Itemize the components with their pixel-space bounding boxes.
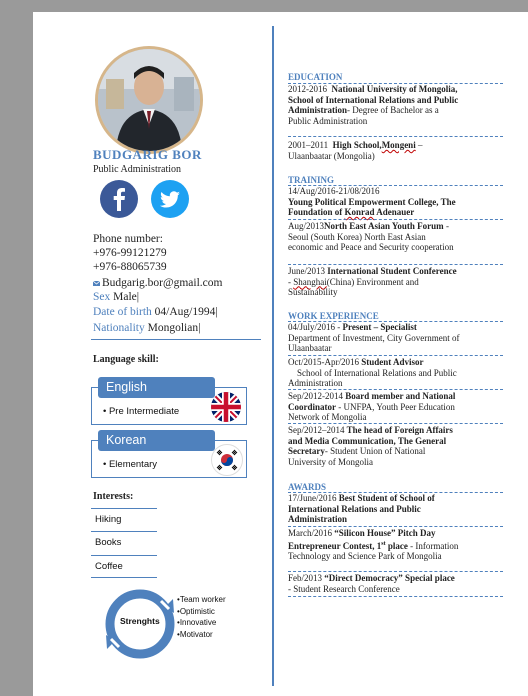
column-divider (272, 26, 274, 686)
dob-value: 04/Aug/1994 (154, 306, 216, 318)
korea-flag-icon (211, 444, 243, 476)
interest-line-2 (91, 531, 157, 532)
phone-label: Phone number: (93, 233, 163, 245)
work-entry-4: Sep/2012–2014 The head of Foreign Affairs and Media Communication, The General Secretary- Student Union of National University of Mongolia (288, 425, 453, 467)
twitter-icon[interactable] (151, 180, 189, 218)
interest-line-1 (91, 508, 157, 509)
interest-line-4 (91, 577, 157, 578)
training-entry-3: June/2013 International Student Conference - Shanghai(China) Environment and Sustainability (288, 266, 457, 298)
education-divider-2 (288, 136, 503, 137)
work-divider-2 (288, 355, 503, 356)
awards-heading: AWARDS (288, 482, 327, 492)
strengths-list (177, 594, 226, 640)
work-divider-3 (288, 389, 503, 390)
dob-row: Date of birth 04/Aug/1994| (93, 306, 218, 318)
work-divider-4 (288, 423, 503, 424)
strength-item: •Motivator (177, 629, 213, 639)
education-entry-2: 2001–2011 High School,Mongeni – Ulaanbaatar (Mongolia) (288, 140, 423, 161)
language-name-english: English (98, 377, 215, 398)
awards-divider-3 (288, 571, 503, 572)
work-entry-2: Oct/2015-Apr/2016 Student Advisor School of International Relations and Public Administration (288, 357, 457, 389)
strengths-label: Strenghts (120, 616, 160, 626)
facebook-icon[interactable] (100, 180, 138, 218)
language-level-korean: • Elementary (103, 459, 158, 470)
language-heading: Language skill: (93, 354, 159, 365)
sex-label: Sex (93, 291, 111, 303)
strength-item: •Optimistic (177, 606, 215, 616)
awards-divider-2 (288, 526, 503, 527)
training-entry-2: Aug/2013North East Asian Youth Forum - Seoul (South Korea) North East Asian economic and Peace and Security cooperation (288, 221, 454, 253)
resume-page (33, 12, 528, 696)
interest-item-hiking: Hiking (95, 514, 122, 525)
profile-photo (95, 46, 203, 154)
phone-2: +976-88065739 (93, 261, 167, 273)
nationality-value: Mongolian (147, 322, 199, 334)
email-row[interactable] (93, 276, 222, 291)
profile-title: Public Administration (93, 164, 182, 175)
work-entry-1: 04/July/2016 - Present – Specialist Department of Investment, City Government of Ulaanbaatar (288, 322, 460, 354)
nationality-row: Nationality Mongolian| (93, 322, 201, 334)
interest-item-books: Books (95, 537, 122, 548)
training-divider-3 (288, 264, 503, 265)
strength-item: •Innovative (177, 618, 217, 627)
phone-1: +976-99121279 (93, 247, 167, 259)
dob-label: Date of birth (93, 306, 152, 318)
profile-name: BUDGARIG BOR (93, 147, 202, 162)
training-entry-1: 14/Aug/2016-21/08/2016 Young Political Empowerment College, The Foundation of Konrad Adenauer (288, 186, 456, 218)
interests-heading: Interests: (93, 491, 134, 502)
awards-entry-1: 17/June/2016 Best Student of School of International Relations and Public Administration (288, 493, 435, 525)
training-divider-2 (288, 219, 503, 220)
mail-icon (93, 281, 100, 286)
training-heading: TRAINING (288, 175, 335, 185)
uk-flag-icon (211, 392, 241, 422)
awards-entry-3: Feb/2013 “Direct Democracy” Special place - Student Research Conference (288, 573, 455, 594)
interest-line-3 (91, 555, 157, 556)
education-entry-1: 2012-2016 National University of Mongolia, School of International Relations and Public Administration- Degree of Bachelor as a Public Administration (288, 84, 459, 126)
awards-entry-2: March/2016 “Silicon House” Pitch Day Entrepreneur Contest, 1st place - Information Technology and Science Park of Mongolia (288, 528, 459, 562)
language-level-english: • Pre Intermediate (103, 406, 180, 417)
sex-row: Sex Male| (93, 291, 140, 303)
email-text: Budgarig.bor@gmail.com (102, 277, 223, 289)
awards-divider-4 (288, 596, 503, 597)
education-heading: EDUCATION (288, 72, 343, 82)
person-photo-icon (98, 49, 200, 151)
strength-item: •Team worker (177, 595, 226, 604)
work-entry-3: Sep/2012-2014 Board member and National Coordinator - UNFPA, Youth Peer Education Network of Mongolia (288, 391, 456, 423)
sex-value: Male (113, 291, 137, 303)
interest-item-coffee: Coffee (95, 561, 123, 572)
work-heading: WORK EXPERIENCE (288, 311, 379, 321)
nationality-label: Nationality (93, 322, 145, 334)
contact-divider (91, 339, 261, 340)
language-name-korean: Korean (98, 430, 215, 451)
